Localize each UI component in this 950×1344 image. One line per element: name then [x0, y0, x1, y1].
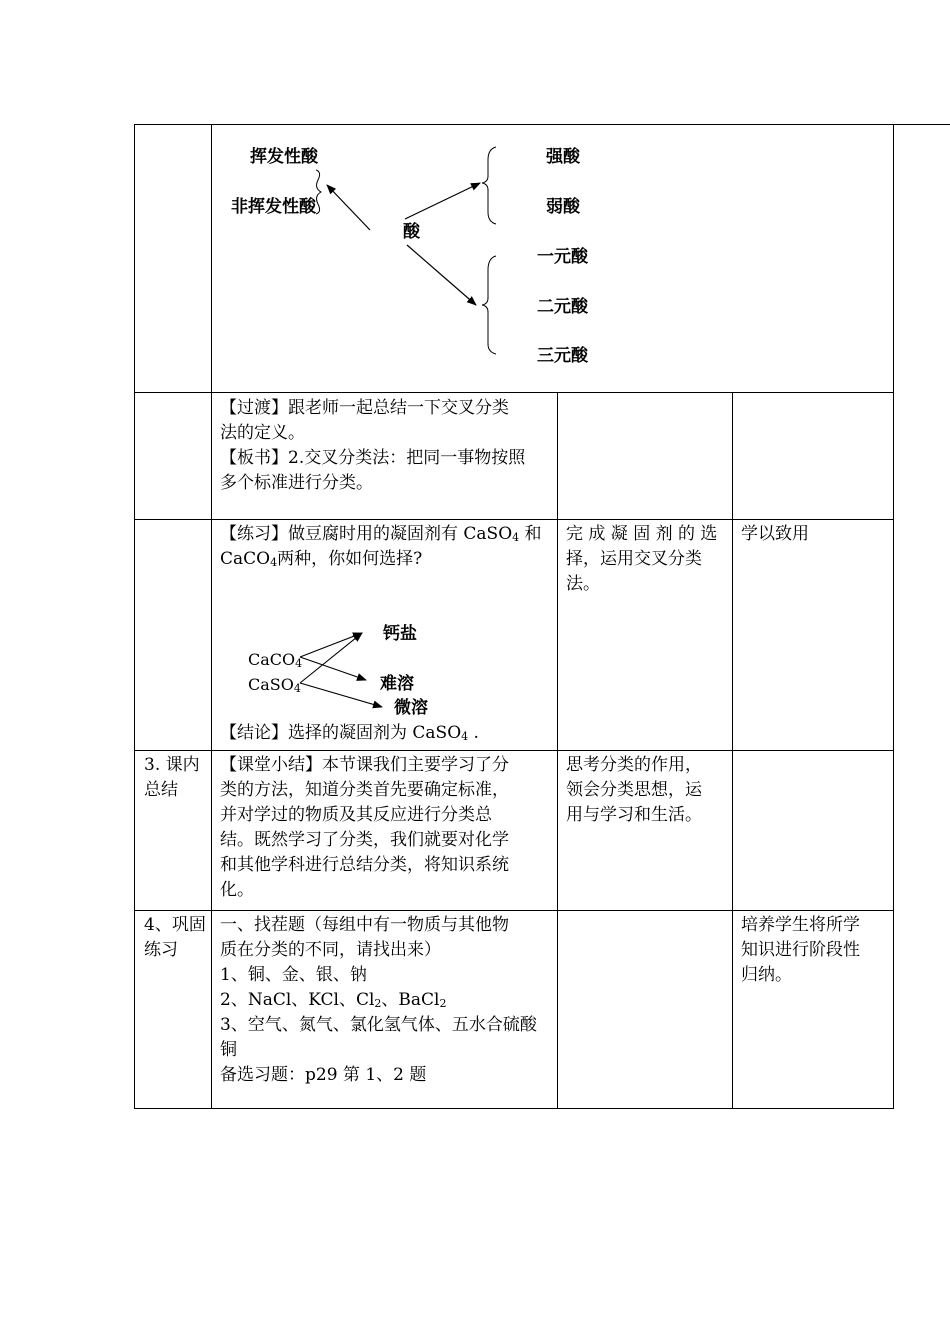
exercise-stage [144, 913, 210, 963]
practice-diagram-caco4: CaCO$_4$ [248, 650, 303, 670]
student-line: 思考分类的作用， [566, 755, 702, 775]
student-line: 法。 [566, 574, 600, 594]
exercise-line: 铜 [220, 1040, 237, 1060]
practice-student-activity [566, 522, 726, 597]
intent-line: 知识进行阶段性 [741, 940, 860, 960]
stage-line: 4、巩固 [144, 915, 206, 935]
stage-line: 练习 [144, 940, 178, 960]
summary-line: 化。 [220, 880, 254, 900]
practice-line-1: 【练习】做豆腐时用的凝固剂有 CaSO$_4$ 和 [220, 524, 542, 544]
practice-conclusion: 【结论】选择的凝固剂为 CaSO$_4$ . [220, 723, 479, 743]
practice-line-2: CaCO$_4$两种，你如何选择? [220, 549, 423, 569]
transition-line: 多个标准进行分类。 [220, 473, 373, 493]
intent-line: 归纳。 [741, 965, 792, 985]
stage-line: 3. 课内 [144, 755, 200, 775]
practice-diagram-calcium-salt: 钙盐 [383, 624, 417, 644]
brace-basicity [482, 256, 496, 354]
summary-line: 和其他学科进行总结分类，将知识系统 [220, 855, 509, 875]
exercise-line: 1、铜、金、银、钠 [220, 965, 367, 985]
exercise-line: 2、NaCl、KCl、$Cl_2$、BaCl$_2$ [220, 990, 447, 1010]
summary-line: 类的方法，知道分类首先要确定标准， [220, 780, 509, 800]
arrow-to-basicity [407, 245, 476, 305]
summary-line: 【课堂小结】本节课我们主要学习了分 [220, 755, 509, 775]
practice-intent: 学以致用 [741, 524, 809, 544]
exercise-line: 一、找茬题（每组中有一物质与其他物 [220, 915, 509, 935]
transition-text [220, 396, 550, 496]
arrow-caco4-to-calcium [300, 633, 362, 657]
summary-stage [144, 753, 210, 803]
exercise-intent [741, 913, 889, 988]
transition-line: 【板书】2.交叉分类法：把同一事物按照 [220, 448, 526, 468]
transition-line: 【过渡】跟老师一起总结一下交叉分类 [220, 398, 509, 418]
student-line: 用与学习和生活。 [566, 805, 702, 825]
exercise-line: 质在分类的不同，请找出来） [220, 940, 441, 960]
student-line: 择，运用交叉分类 [566, 549, 702, 569]
diagram-label-weak-acid: 弱酸 [546, 197, 580, 217]
practice-diagram-caso4: CaSO$_4$ [248, 675, 301, 695]
brace-strength [482, 147, 496, 224]
diagram-label-volatile-acid: 挥发性酸 [250, 147, 318, 167]
arrow-caso4-to-slightly [300, 683, 382, 707]
transition-line: 法的定义。 [220, 423, 305, 443]
arrow-to-volatile [327, 185, 370, 230]
student-line: 完 成 凝 固 剂 的 选 [566, 524, 718, 544]
exercise-line: 3、空气、氮气、氯化氢气体、五水合硫酸 [220, 1015, 537, 1035]
diagram-label-triprotic-acid: 三元酸 [537, 346, 588, 366]
practice-diagram-slightly-soluble: 微溶 [394, 698, 428, 718]
student-line: 领会分类思想，运 [566, 780, 702, 800]
diagram-label-monoprotic-acid: 一元酸 [537, 247, 588, 267]
summary-line: 并对学过的物质及其反应进行分类总 [220, 805, 492, 825]
stage-line: 总结 [144, 780, 178, 800]
summary-line: 结。既然学习了分类，我们就要对化学 [220, 830, 509, 850]
diagram-label-nonvolatile-acid: 非挥发性酸 [231, 197, 316, 217]
diagram-label-strong-acid: 强酸 [546, 147, 580, 167]
practice-diagram-insoluble: 难溶 [380, 674, 414, 694]
arrow-to-strength [405, 183, 480, 219]
exercise-text [220, 913, 552, 1088]
brace-left-small [316, 170, 321, 214]
summary-teacher-text [220, 753, 552, 903]
exercise-line: 备选习题：p29 第 1、2 题 [220, 1065, 427, 1085]
summary-student-activity [566, 753, 726, 828]
arrow-caco4-to-insoluble [300, 657, 366, 680]
diagram-root-acid: 酸 [403, 222, 420, 242]
intent-line: 培养学生将所学 [741, 915, 860, 935]
diagram-label-diprotic-acid: 二元酸 [537, 297, 588, 317]
